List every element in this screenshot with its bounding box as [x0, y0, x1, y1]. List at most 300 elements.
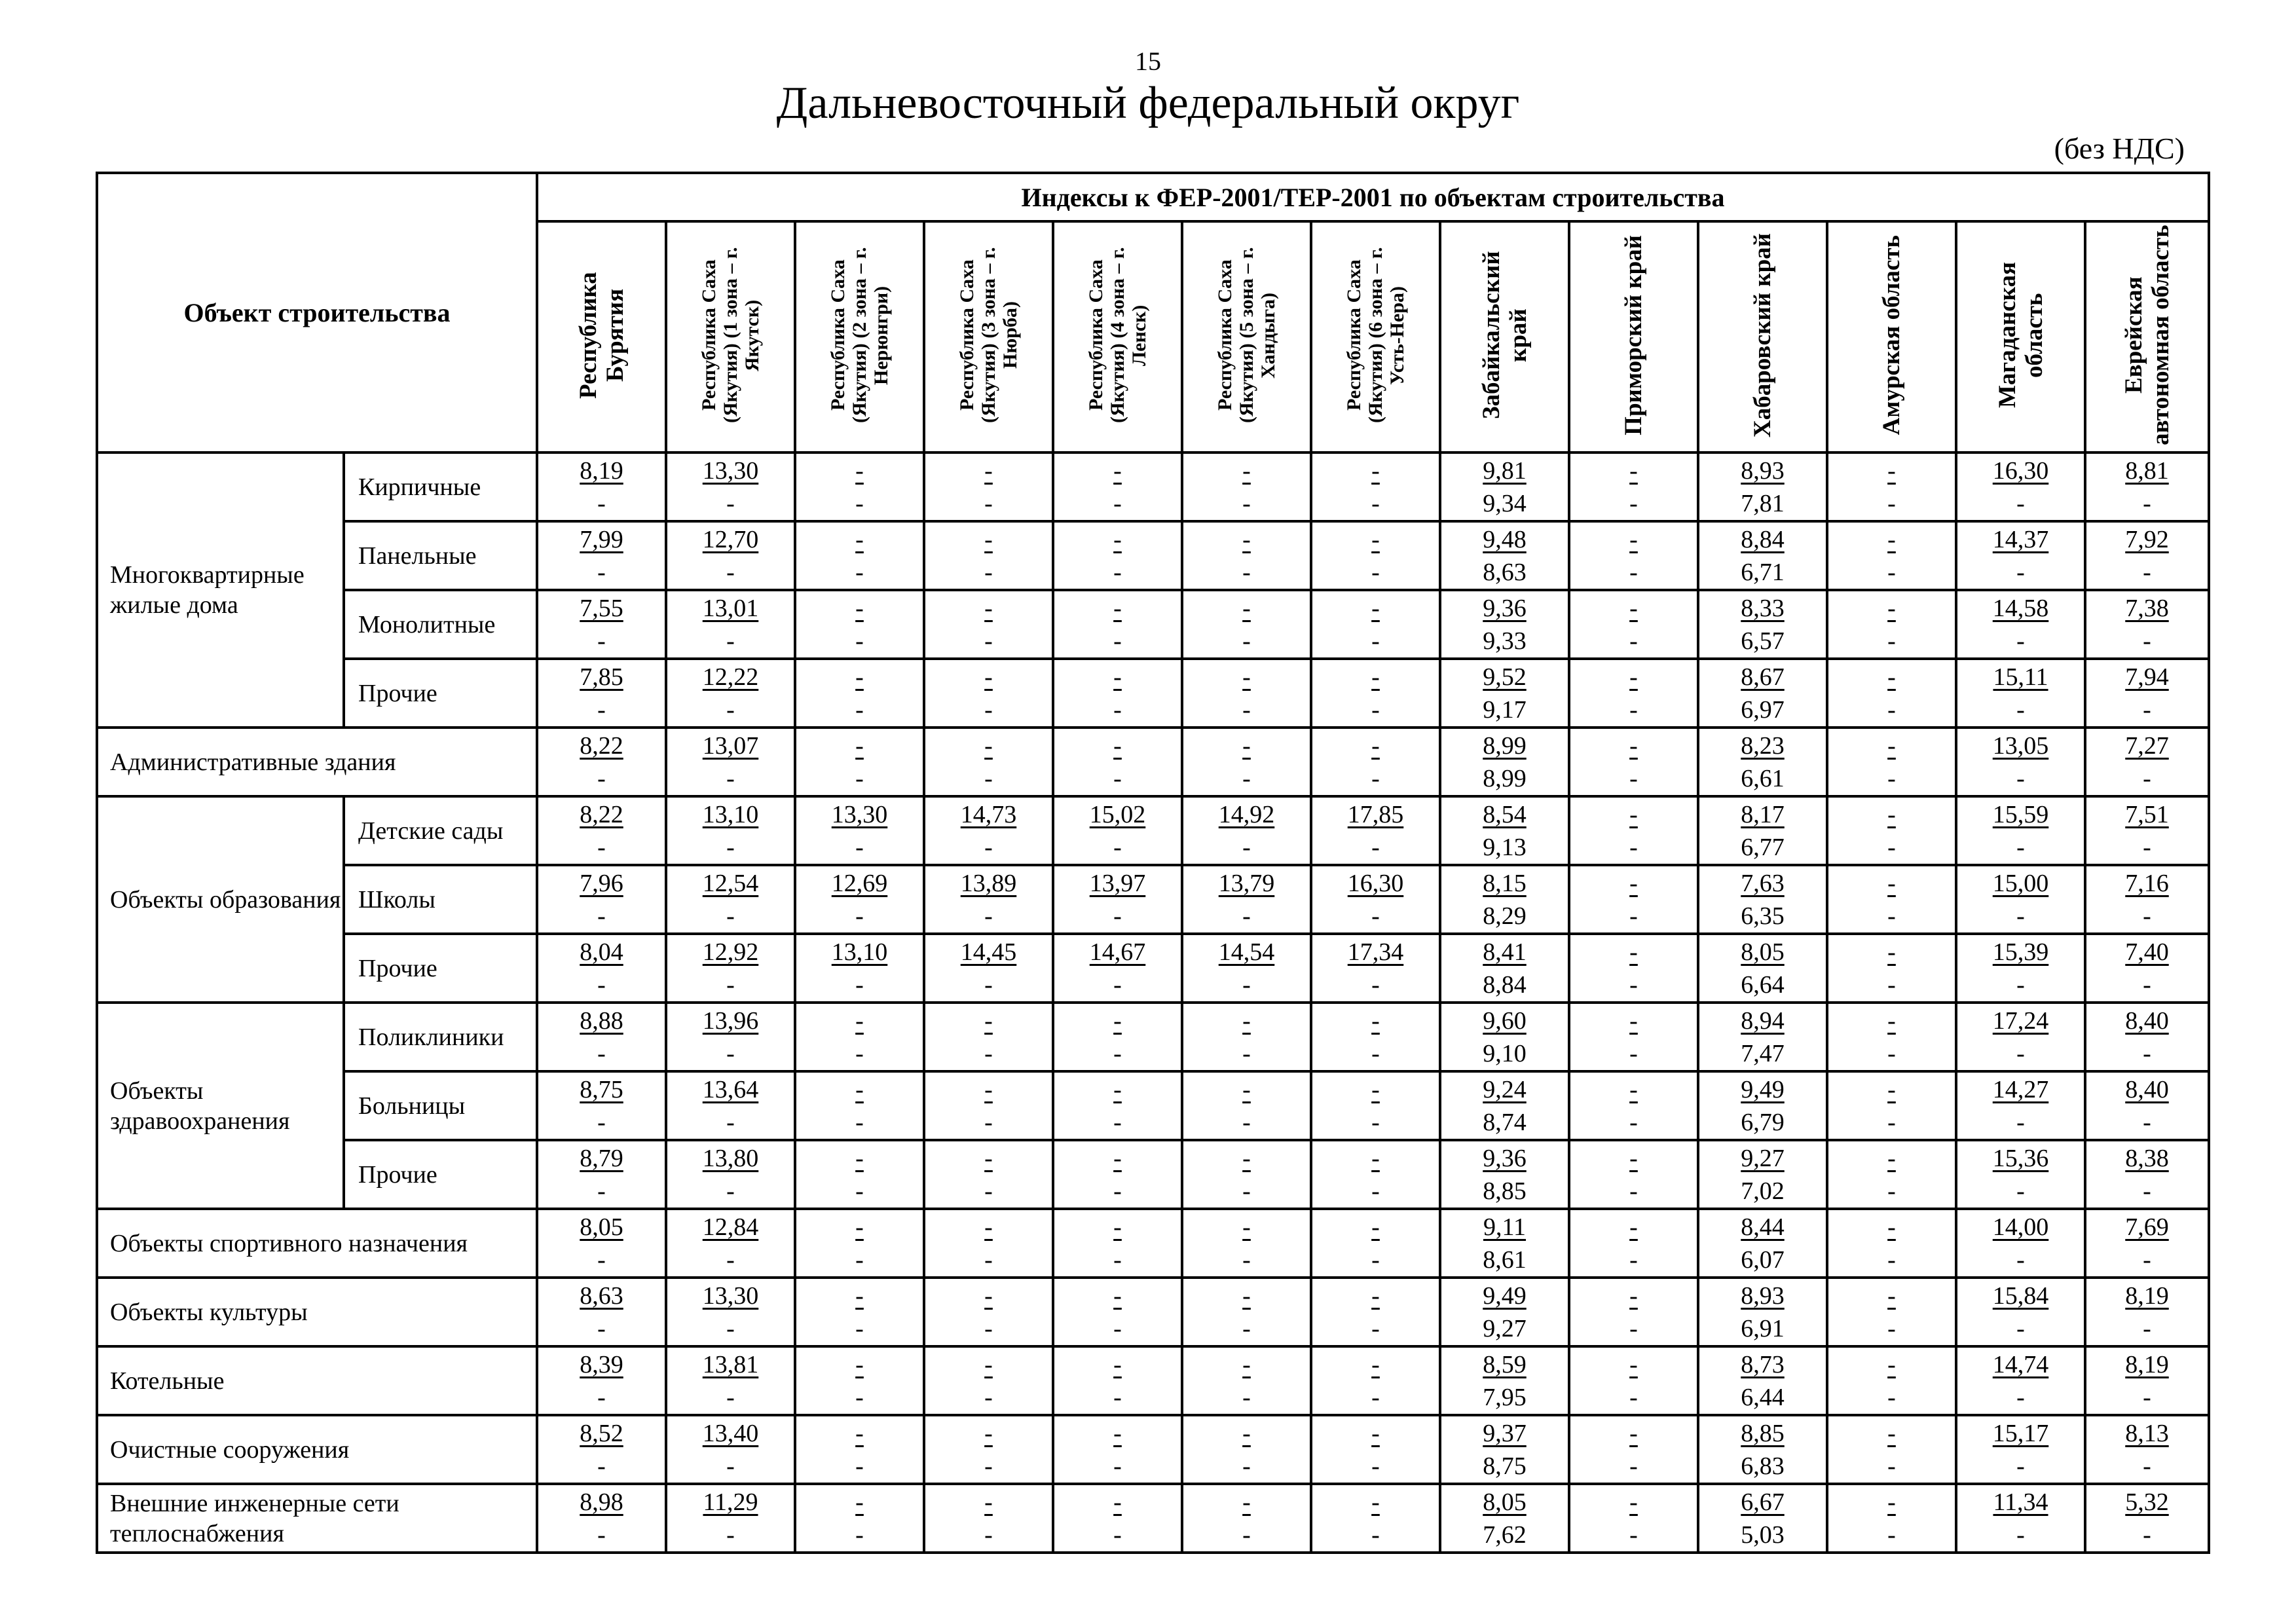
index-value: - [1371, 1350, 1380, 1378]
index-value-secondary: - [855, 1452, 864, 1480]
index-cell [2085, 590, 2209, 659]
object-column-header: Объект строительства [97, 173, 537, 452]
index-value: - [855, 594, 864, 622]
index-cell [2085, 1484, 2209, 1553]
object-label: Объекты культуры [97, 1278, 537, 1346]
index-cell [1956, 452, 2085, 521]
index-value-secondary: - [2016, 833, 2025, 861]
region-column-header [1182, 221, 1311, 452]
index-value-secondary: - [855, 1246, 864, 1274]
index-cell [666, 796, 795, 865]
index-value: 14,54 [1218, 938, 1275, 966]
index-value-secondary: - [1371, 902, 1380, 930]
index-value: - [1887, 594, 1896, 622]
region-name: Еврейская автономная область [2120, 225, 2174, 446]
index-cell [1182, 1003, 1311, 1071]
subcategory-label: Кирпичные [344, 452, 537, 521]
index-cell [1053, 1071, 1182, 1140]
index-value: - [1242, 1350, 1251, 1378]
index-cell [1698, 865, 1827, 934]
index-value: - [1887, 663, 1896, 691]
region-column-header [1569, 221, 1698, 452]
index-value-secondary: - [597, 489, 606, 517]
index-cell [1956, 1209, 2085, 1278]
index-value: 16,30 [1992, 456, 2049, 485]
index-cell [1182, 1140, 1311, 1209]
index-cell [1053, 728, 1182, 796]
index-value: - [984, 1213, 993, 1241]
region-name: Магаданская область [1993, 262, 2048, 409]
index-value: 8,59 [1483, 1350, 1527, 1378]
index-cell [1311, 1484, 1440, 1553]
index-value-secondary: - [597, 1108, 606, 1136]
index-cell [795, 521, 924, 590]
index-value-secondary: - [726, 1314, 735, 1342]
index-cell [1956, 934, 2085, 1003]
index-value-secondary: - [2143, 902, 2151, 930]
index-value: 13,30 [702, 456, 759, 485]
index-value-secondary: - [2016, 1452, 2025, 1480]
index-value-secondary: - [1113, 695, 1122, 724]
index-value: 8,63 [580, 1282, 623, 1310]
table-row [97, 1003, 2209, 1071]
index-cell [1956, 865, 2085, 934]
index-value-secondary: - [2016, 1177, 2025, 1205]
table-body [97, 452, 2209, 1553]
index-value-secondary: - [1242, 627, 1251, 655]
indices-header: Индексы к ФЕР-2001/ТЕР-2001 по объектам строительства [537, 173, 2209, 221]
index-value: 9,24 [1483, 1075, 1527, 1103]
table-row [97, 521, 2209, 590]
index-value: - [1371, 456, 1380, 485]
table-row [97, 659, 2209, 728]
index-value: - [1371, 731, 1380, 760]
index-value-secondary: - [726, 627, 735, 655]
index-value: 8,81 [2125, 456, 2169, 485]
index-cell [1956, 1071, 2085, 1140]
index-value: 12,70 [702, 525, 759, 553]
index-value: - [1113, 1488, 1122, 1516]
index-value-secondary: - [1371, 1314, 1380, 1342]
index-value-secondary: - [2016, 1039, 2025, 1067]
index-value-secondary: 6,61 [1741, 764, 1785, 792]
index-value-secondary: - [984, 970, 993, 999]
index-cell [1569, 1140, 1698, 1209]
index-value-secondary: - [1113, 833, 1122, 861]
region-name: Республика Саха (Якутия) (3 зона – г. Нюрба) [956, 247, 1021, 424]
subcategory-label: Больницы [344, 1071, 537, 1140]
index-value: 16,30 [1347, 869, 1404, 897]
index-value-secondary: - [1887, 627, 1896, 655]
index-value: 17,85 [1347, 800, 1404, 828]
index-value-secondary: - [2016, 627, 2025, 655]
index-cell [1956, 590, 2085, 659]
index-value: 13,07 [702, 731, 759, 760]
index-cell [2085, 1071, 2209, 1140]
index-cell [537, 659, 666, 728]
index-value-secondary: - [984, 1383, 993, 1411]
index-value: - [1113, 456, 1122, 485]
index-cell [1053, 1278, 1182, 1346]
index-value: 15,36 [1992, 1144, 2049, 1172]
index-value: - [1629, 1488, 1638, 1516]
index-value-secondary: - [1887, 1108, 1896, 1136]
index-cell [1698, 796, 1827, 865]
region-name: Забайкальский край [1477, 251, 1532, 420]
index-value-secondary: - [855, 489, 864, 517]
index-value: - [855, 663, 864, 691]
index-cell [1956, 659, 2085, 728]
index-cell [1569, 590, 1698, 659]
index-cell [1440, 452, 1569, 521]
index-cell [1569, 659, 1698, 728]
index-value: - [1242, 1213, 1251, 1241]
index-value-secondary: 7,95 [1483, 1383, 1527, 1411]
index-cell [1053, 796, 1182, 865]
index-cell [2085, 521, 2209, 590]
index-value: 12,69 [831, 869, 888, 897]
index-value-secondary: - [1629, 1521, 1638, 1549]
index-value: 14,67 [1089, 938, 1146, 966]
index-cell [1182, 1415, 1311, 1484]
index-value: - [1371, 1144, 1380, 1172]
index-value-secondary: - [855, 833, 864, 861]
index-value: - [1242, 1006, 1251, 1035]
region-column-header [1698, 221, 1827, 452]
index-cell [1182, 1346, 1311, 1415]
index-value-secondary: - [855, 558, 864, 586]
index-cell [1698, 1071, 1827, 1140]
index-cell [1311, 728, 1440, 796]
table-row [97, 1484, 2209, 1553]
index-cell [1440, 1003, 1569, 1071]
index-value: 8,75 [580, 1075, 623, 1103]
index-cell [1440, 934, 1569, 1003]
index-value: 8,99 [1483, 731, 1527, 760]
index-cell [1053, 590, 1182, 659]
index-value-secondary: - [1629, 1452, 1638, 1480]
index-value-secondary: - [1887, 764, 1896, 792]
index-value-secondary: - [1242, 1108, 1251, 1136]
index-cell [2085, 452, 2209, 521]
table-row [97, 1209, 2209, 1278]
index-value-secondary: - [2143, 695, 2151, 724]
index-value: 8,19 [2125, 1350, 2169, 1378]
index-value: - [1371, 525, 1380, 553]
index-cell [1053, 1209, 1182, 1278]
index-value-secondary: - [1371, 1039, 1380, 1067]
index-value-secondary: - [1242, 1383, 1251, 1411]
index-value-secondary: - [1113, 764, 1122, 792]
region-name: Республика Саха (Якутия) (5 зона – г. Хандыга) [1214, 247, 1279, 424]
index-value: - [1887, 1282, 1896, 1310]
index-cell [537, 728, 666, 796]
index-cell [924, 1484, 1053, 1553]
index-cell [1827, 1415, 1956, 1484]
index-value: 15,11 [1993, 663, 2048, 691]
index-value: 7,27 [2125, 731, 2169, 760]
index-cell [1569, 865, 1698, 934]
index-cell [1311, 1140, 1440, 1209]
index-cell [1569, 1278, 1698, 1346]
subcategory-label: Детские сады [344, 796, 537, 865]
index-value: - [984, 456, 993, 485]
index-cell [1182, 590, 1311, 659]
index-value: - [1887, 1075, 1896, 1103]
index-value-secondary: - [597, 1246, 606, 1274]
index-value-secondary: - [984, 1039, 993, 1067]
index-cell [1569, 1415, 1698, 1484]
index-cell [537, 1278, 666, 1346]
index-value: 8,40 [2125, 1006, 2169, 1035]
index-value-secondary: 8,84 [1483, 970, 1527, 999]
index-cell [1569, 1484, 1698, 1553]
index-value: 9,36 [1483, 594, 1527, 622]
region-column-header [537, 221, 666, 452]
index-cell [1698, 590, 1827, 659]
index-value-secondary: 8,85 [1483, 1177, 1527, 1205]
index-value: - [855, 1213, 864, 1241]
index-value: 7,55 [580, 594, 623, 622]
index-cell [1311, 1209, 1440, 1278]
index-cell [1569, 1071, 1698, 1140]
index-cell [1182, 796, 1311, 865]
index-value-secondary: - [1629, 902, 1638, 930]
index-value-secondary: - [1371, 1108, 1380, 1136]
index-cell [795, 452, 924, 521]
index-value-secondary: - [2016, 695, 2025, 724]
index-value: 13,89 [960, 869, 1017, 897]
table-row [97, 452, 2209, 521]
index-value-secondary: - [1242, 489, 1251, 517]
index-cell [537, 590, 666, 659]
index-value: - [1113, 731, 1122, 760]
index-value: 8,67 [1741, 663, 1785, 691]
index-value: - [1629, 1144, 1638, 1172]
index-value-secondary: - [1113, 489, 1122, 517]
index-value-secondary: - [984, 902, 993, 930]
object-label: Административные здания [97, 728, 537, 796]
index-value: - [1629, 869, 1638, 897]
index-value-secondary: - [855, 764, 864, 792]
index-value: - [1242, 731, 1251, 760]
region-column-header [795, 221, 924, 452]
subcategory-label: Панельные [344, 521, 537, 590]
index-cell [924, 728, 1053, 796]
index-cell [924, 796, 1053, 865]
index-value-secondary: 6,91 [1741, 1314, 1785, 1342]
index-value: 15,84 [1992, 1282, 2049, 1310]
index-value-secondary: 6,57 [1741, 627, 1785, 655]
index-value-secondary: - [597, 627, 606, 655]
index-cell [666, 865, 795, 934]
index-value-secondary: - [2143, 1452, 2151, 1480]
index-value: 8,54 [1483, 800, 1527, 828]
index-cell [537, 796, 666, 865]
index-cell [924, 1415, 1053, 1484]
index-value-secondary: - [1887, 1521, 1896, 1549]
index-cell [1182, 1278, 1311, 1346]
index-cell [1827, 1071, 1956, 1140]
index-value: - [1887, 456, 1896, 485]
index-value-secondary: - [1242, 970, 1251, 999]
index-value-secondary: - [2143, 489, 2151, 517]
index-cell [1440, 1278, 1569, 1346]
index-cell [1311, 521, 1440, 590]
index-cell [1698, 521, 1827, 590]
index-value: 8,17 [1741, 800, 1785, 828]
index-value-secondary: - [984, 695, 993, 724]
index-value-secondary: - [1629, 627, 1638, 655]
index-value-secondary: - [1629, 970, 1638, 999]
index-value-secondary: - [1371, 695, 1380, 724]
index-value-secondary: - [726, 764, 735, 792]
index-cell [1569, 796, 1698, 865]
index-cell [1182, 865, 1311, 934]
index-value: 7,92 [2125, 525, 2169, 553]
table-row [97, 728, 2209, 796]
index-cell [666, 1484, 795, 1553]
index-cell [1053, 934, 1182, 1003]
index-value-secondary: - [597, 558, 606, 586]
region-column-header [1827, 221, 1956, 452]
index-value: - [1371, 663, 1380, 691]
index-cell [2085, 1209, 2209, 1278]
page-title: Дальневосточный федеральный округ [776, 78, 1520, 128]
index-value-secondary: - [984, 1246, 993, 1274]
index-cell [924, 1209, 1053, 1278]
index-cell [1182, 1484, 1311, 1553]
index-value: 8,84 [1741, 525, 1785, 553]
index-value: 8,39 [580, 1350, 623, 1378]
index-value: 7,85 [580, 663, 623, 691]
index-value-secondary: - [2016, 489, 2025, 517]
index-value: 9,49 [1483, 1282, 1527, 1310]
index-value: - [1242, 1488, 1251, 1516]
index-value-secondary: - [855, 1314, 864, 1342]
index-cell [1698, 1278, 1827, 1346]
index-value: 13,79 [1218, 869, 1275, 897]
index-cell [2085, 728, 2209, 796]
index-value: - [1629, 938, 1638, 966]
index-value: 8,73 [1741, 1350, 1785, 1378]
index-value-secondary: - [855, 1177, 864, 1205]
index-value-secondary: - [597, 1383, 606, 1411]
index-value-secondary: - [597, 764, 606, 792]
index-cell [1569, 1003, 1698, 1071]
index-cell [1698, 452, 1827, 521]
group-label: Объекты образования [97, 796, 344, 1003]
index-value-secondary: 8,74 [1483, 1108, 1527, 1136]
index-value-secondary: - [726, 970, 735, 999]
region-name: Республика Саха (Якутия) (6 зона – г. Усть-Нера) [1343, 247, 1408, 424]
index-value: 17,24 [1992, 1006, 2049, 1035]
index-value: 13,96 [702, 1006, 759, 1035]
index-cell [924, 1346, 1053, 1415]
index-value: 13,10 [702, 800, 759, 828]
index-value: - [1629, 1006, 1638, 1035]
index-value-secondary: 7,02 [1741, 1177, 1785, 1205]
vat-note: (без НДС) [2054, 132, 2185, 165]
index-cell [1698, 1484, 1827, 1553]
index-cell [1440, 796, 1569, 865]
index-value: - [855, 1488, 864, 1516]
index-value: - [1113, 594, 1122, 622]
index-cell [1569, 521, 1698, 590]
index-value-secondary: - [984, 489, 993, 517]
index-cell [1956, 1484, 2085, 1553]
index-value-secondary: - [1887, 558, 1896, 586]
index-value: 8,88 [580, 1006, 623, 1035]
index-cell [1827, 1346, 1956, 1415]
index-cell [1440, 1346, 1569, 1415]
index-value: 7,51 [2125, 800, 2169, 828]
index-value-secondary: - [726, 1039, 735, 1067]
index-value-secondary: - [597, 1177, 606, 1205]
index-value: - [984, 731, 993, 760]
index-value: 7,99 [580, 525, 623, 553]
index-cell [795, 1415, 924, 1484]
index-cell [1827, 659, 1956, 728]
region-name: Республика Саха (Якутия) (1 зона – г. Якутск) [698, 247, 763, 424]
index-value-secondary: - [1371, 764, 1380, 792]
region-column-header [1956, 221, 2085, 452]
index-cell [1440, 1071, 1569, 1140]
index-value: - [1242, 1282, 1251, 1310]
index-cell [1053, 1140, 1182, 1209]
index-value-secondary: - [1242, 1521, 1251, 1549]
index-value-secondary: - [2143, 1314, 2151, 1342]
region-column-header [924, 221, 1053, 452]
index-value: - [855, 1282, 864, 1310]
index-value-secondary: - [726, 489, 735, 517]
index-value-secondary: - [2016, 1383, 2025, 1411]
region-column-header [1311, 221, 1440, 452]
index-cell [666, 934, 795, 1003]
index-value: - [984, 1075, 993, 1103]
index-value-secondary: - [1113, 558, 1122, 586]
index-value-secondary: 6,07 [1741, 1246, 1785, 1274]
index-cell [795, 590, 924, 659]
index-value-secondary: - [1629, 1314, 1638, 1342]
index-cell [1698, 1140, 1827, 1209]
object-label: Объекты спортивного назначения [97, 1209, 537, 1278]
index-value: - [1629, 663, 1638, 691]
index-value: - [984, 594, 993, 622]
index-cell [1311, 1003, 1440, 1071]
index-value: 9,36 [1483, 1144, 1527, 1172]
index-value: - [1887, 1350, 1896, 1378]
index-value-secondary: - [984, 627, 993, 655]
index-value: 7,96 [580, 869, 623, 897]
index-value-secondary: - [984, 1177, 993, 1205]
index-value-secondary: 8,61 [1483, 1246, 1527, 1274]
index-value-secondary: 7,47 [1741, 1039, 1785, 1067]
index-value: - [984, 1006, 993, 1035]
index-cell [537, 1140, 666, 1209]
index-value: - [1371, 1419, 1380, 1447]
index-cell [666, 1415, 795, 1484]
index-cell [666, 659, 795, 728]
index-value-secondary: - [1887, 1177, 1896, 1205]
index-table [96, 172, 2210, 1554]
index-value: 8,98 [580, 1488, 623, 1516]
index-value: - [1371, 1075, 1380, 1103]
index-cell [1698, 934, 1827, 1003]
index-value: - [1371, 1282, 1380, 1310]
index-cell [1827, 452, 1956, 521]
index-cell [795, 796, 924, 865]
